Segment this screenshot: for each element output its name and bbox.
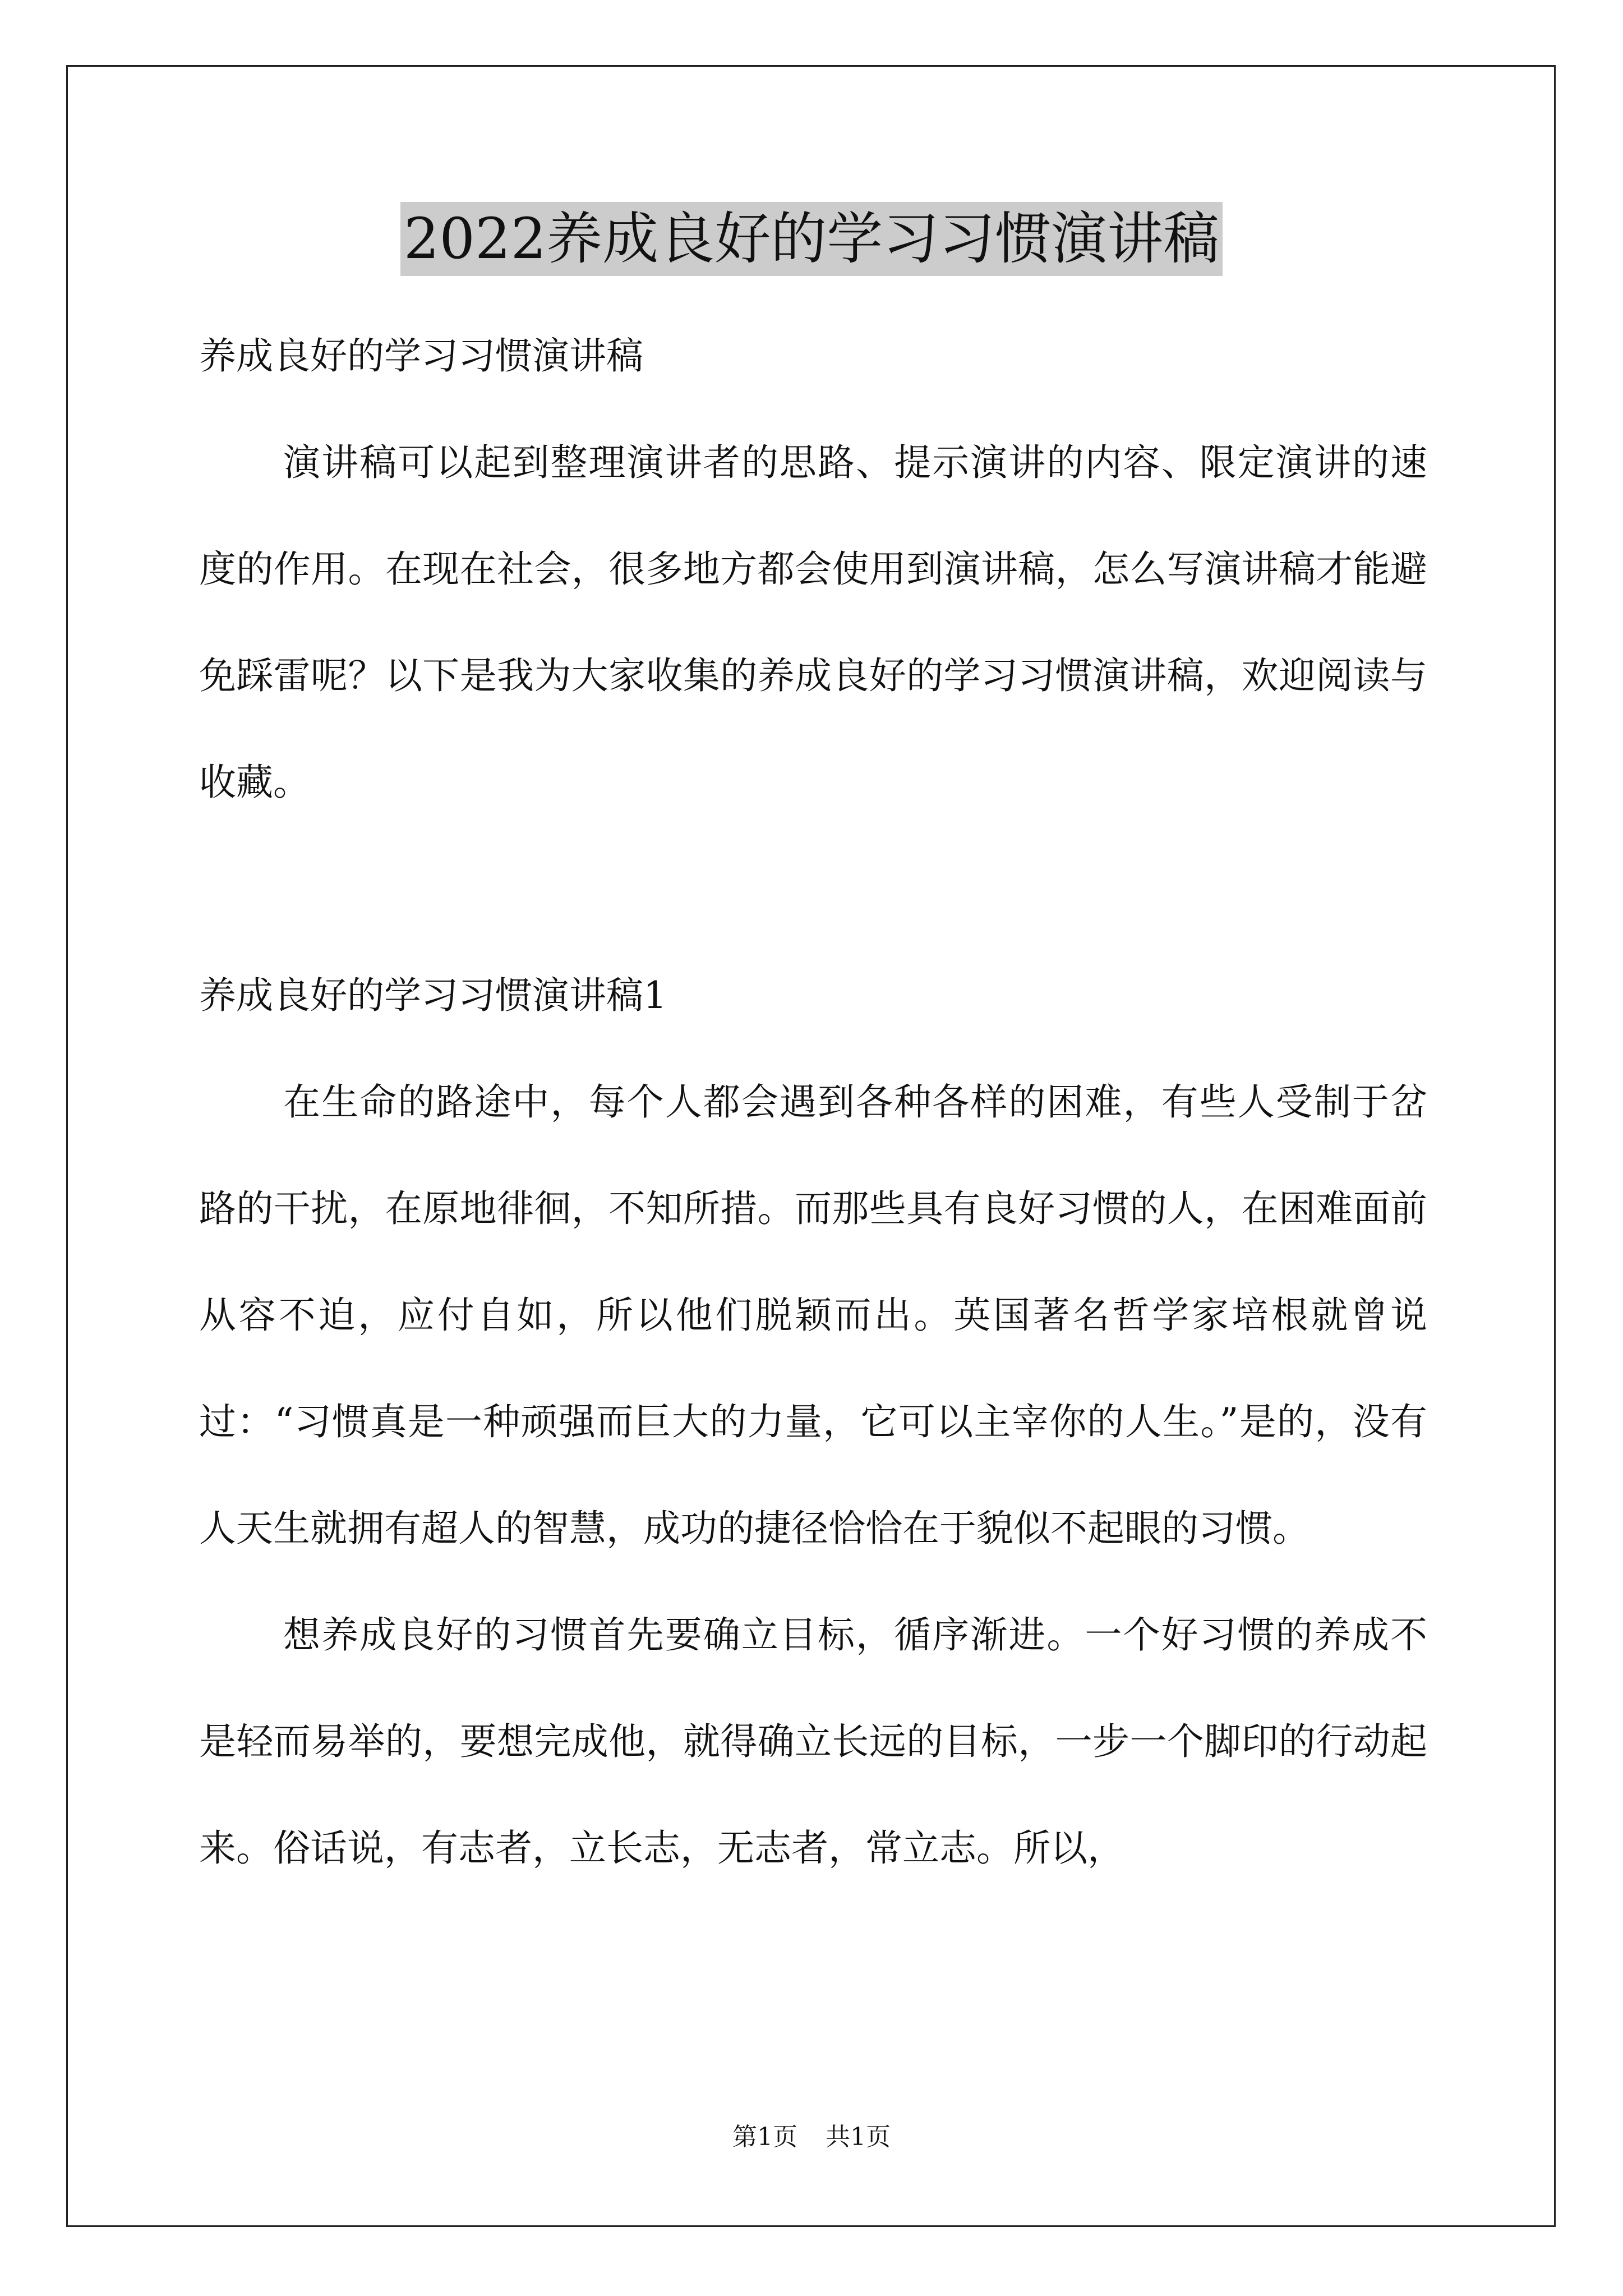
document-subtitle: 养成良好的学习习惯演讲稿 (199, 334, 643, 378)
document-title: 2022养成良好的学习习惯演讲稿 (400, 202, 1223, 276)
document-body (199, 303, 1427, 1902)
page-footer (0, 2120, 1623, 2154)
intro-paragraph: 演讲稿可以起到整理演讲者的思路、提示演讲的内容、限定演讲的速度的作用。在现在社会，很多地方都会使用到演讲稿，怎么写演讲稿才能避免踩雷呢？以下是我为大家收集的养成良好的学习习惯演讲稿，欢迎阅读与收藏。 (199, 441, 1427, 804)
section-heading: 养成良好的学习习惯演讲稿1 (199, 974, 667, 1017)
title-container (0, 202, 1623, 276)
section-spacer (199, 836, 1427, 942)
body-paragraph: 想养成良好的习惯首先要确立目标，循序渐进。一个好习惯的养成不是轻而易举的，要想完成他，就得确立长远的目标，一步一个脚印的行动起来。俗话说，有志者，立长志，无志者，常立志。所以， (199, 1613, 1427, 1870)
page-number-current: 第1页 (732, 2123, 797, 2151)
body-paragraph: 在生命的路途中，每个人都会遇到各种各样的困难，有些人受制于岔路的干扰，在原地徘徊，不知所措。而那些具有良好习惯的人，在困难面前从容不迫，应付自如，所以他们脱颖而出。英国著名哲学家培根就曾说过：“习惯真是一种顽强而巨大的力量，它可以主宰你的人生。”是的，没有人天生就拥有超人的智慧，成功的捷径恰恰在于貌似不起眼的习惯。 (199, 1080, 1427, 1550)
page-number-total: 共1页 (826, 2123, 891, 2151)
